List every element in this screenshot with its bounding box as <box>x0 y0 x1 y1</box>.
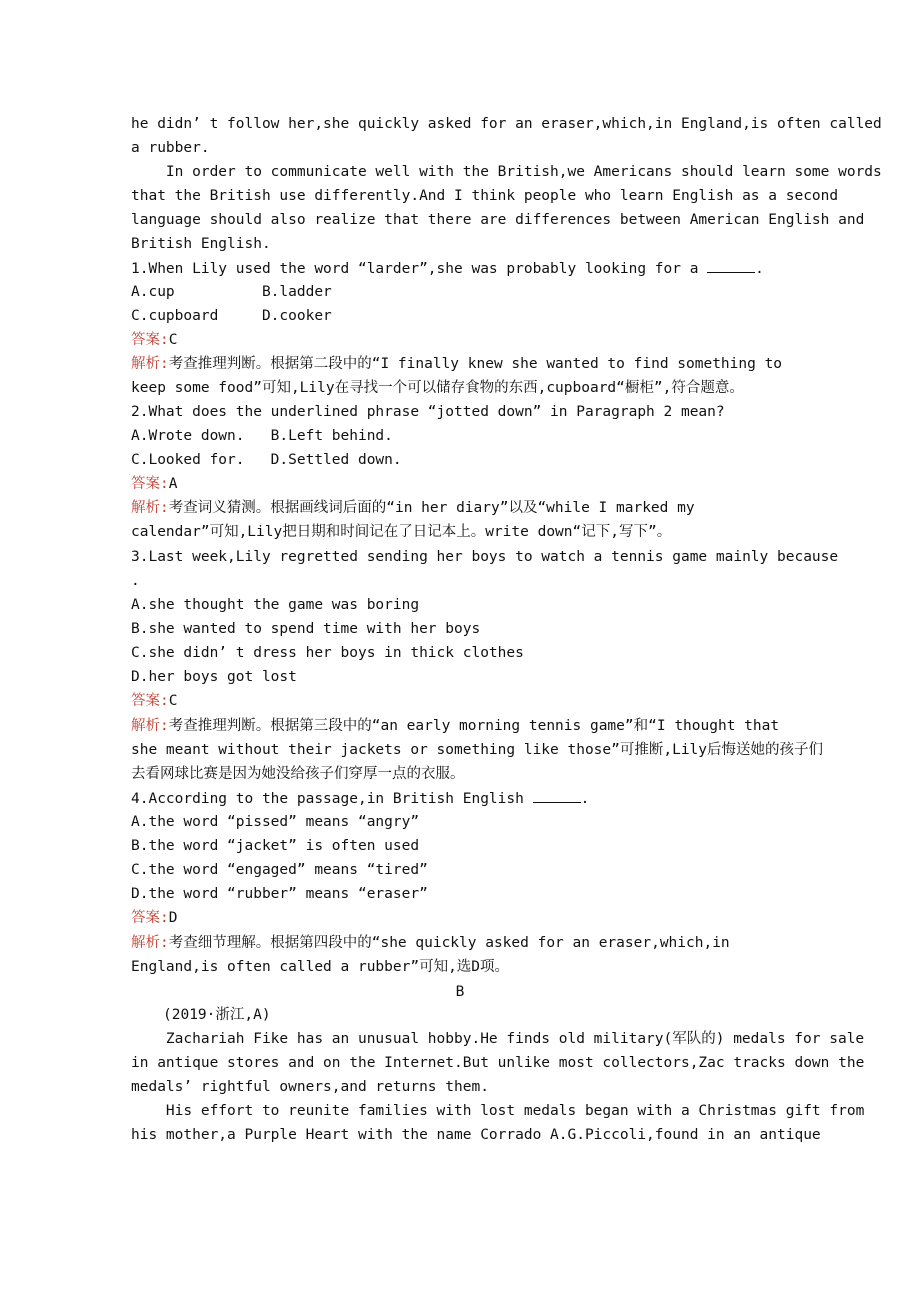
question-1-stem: 1.When Lily used the word “larder”,she was probably looking for a . <box>131 258 764 279</box>
section-b-source: (2019·浙江,A) <box>163 1007 271 1023</box>
question-3-option: A.she thought the game was boring <box>131 597 420 613</box>
analysis-label: 解析: <box>131 718 169 734</box>
question-2-options-row: C.Looked for. D.Settled down. <box>131 452 402 468</box>
answer-label: 答案: <box>131 910 169 926</box>
question-3-analysis-cont: she meant without their jackets or something like those”可推断,Lily后悔送她的孩子们 <box>131 742 824 758</box>
question-2-answer: 答案:A <box>131 476 178 492</box>
question-3-stem: 3.Last week,Lily regretted sending her boys to watch a tennis game mainly because <box>131 549 839 565</box>
question-3-analysis: 解析:考查推理判断。根据第三段中的“an early morning tennis game”和“I thought that <box>131 718 780 734</box>
passage-line: a rubber. <box>131 140 210 156</box>
question-2-analysis-cont: calendar”可知,Lily把日期和时间记在了日记本上。write down“记下,写下”。 <box>131 524 672 540</box>
question-2-stem: 2.What does the underlined phrase “jotted down” in Paragraph 2 mean? <box>131 404 725 420</box>
question-4-analysis-cont: England,is often called a rubber”可知,选D项。 <box>131 959 510 975</box>
passage-line: that the British use differently.And I think people who learn English as a second <box>131 188 839 204</box>
section-b-line: medals’ rightful owners,and returns them. <box>131 1079 489 1095</box>
passage-line: he didn’ t follow her,she quickly asked for an eraser,which,in England,is often called <box>131 116 882 132</box>
question-1-analysis: 解析:考查推理判断。根据第二段中的“I finally knew she wanted to find something to <box>131 356 783 372</box>
analysis-label: 解析: <box>131 356 169 372</box>
passage-line: language should also realize that there are differences between American English and <box>131 212 865 228</box>
question-2-options-row: A.Wrote down. B.Left behind. <box>131 428 393 444</box>
question-1-options-row: C.cupboard D.cooker <box>131 308 332 324</box>
answer-label: 答案: <box>131 332 169 348</box>
question-3-analysis-cont: 去看网球比赛是因为她没给孩子们穿厚一点的衣服。 <box>131 766 465 782</box>
question-4-answer: 答案:D <box>131 910 178 926</box>
question-3-stem-cont: . <box>131 573 140 589</box>
question-4-stem: 4.According to the passage,in British English . <box>131 788 589 809</box>
passage-line: In order to communicate well with the British,we Americans should learn some words <box>131 164 882 180</box>
question-3-option: C.she didn’ t dress her boys in thick clothes <box>131 645 524 661</box>
question-1-analysis-cont: keep some food”可知,Lily在寻找一个可以储存食物的东西,cupboard“橱柜”,符合题意。 <box>131 380 744 396</box>
question-3-answer: 答案:C <box>131 693 178 709</box>
question-4-option: C.the word “engaged” means “tired” <box>131 862 428 878</box>
answer-blank <box>707 258 755 273</box>
question-4-analysis: 解析:考查细节理解。根据第四段中的“she quickly asked for an eraser,which,in <box>131 935 730 951</box>
section-b-line: his mother,a Purple Heart with the name Corrado A.G.Piccoli,found in an antique <box>131 1127 821 1143</box>
answer-blank <box>533 788 581 803</box>
section-b-line: Zachariah Fike has an unusual hobby.He finds old military(军队的) medals for sale <box>131 1031 865 1047</box>
question-2-analysis: 解析:考查词义猜测。根据画线词后面的“in her diary”以及“while I marked my <box>131 500 695 516</box>
answer-label: 答案: <box>131 693 169 709</box>
passage-line: British English. <box>131 236 271 252</box>
section-b-line: in antique stores and on the Internet.But unlike most collectors,Zac tracks down the <box>131 1055 865 1071</box>
question-1-options-row: A.cup B.ladder <box>131 284 332 300</box>
question-4-option: A.the word “pissed” means “angry” <box>131 814 420 830</box>
question-1-answer: 答案:C <box>131 332 178 348</box>
question-4-option: B.the word “jacket” is often used <box>131 838 420 854</box>
answer-label: 答案: <box>131 476 169 492</box>
analysis-label: 解析: <box>131 935 169 951</box>
question-3-option: B.she wanted to spend time with her boys <box>131 621 481 637</box>
question-3-option: D.her boys got lost <box>131 669 297 685</box>
analysis-label: 解析: <box>131 500 169 516</box>
question-4-option: D.the word “rubber” means “eraser” <box>131 886 428 902</box>
section-b-line: His effort to reunite families with lost medals began with a Christmas gift from <box>131 1103 865 1119</box>
section-b-title: B <box>455 984 465 1000</box>
